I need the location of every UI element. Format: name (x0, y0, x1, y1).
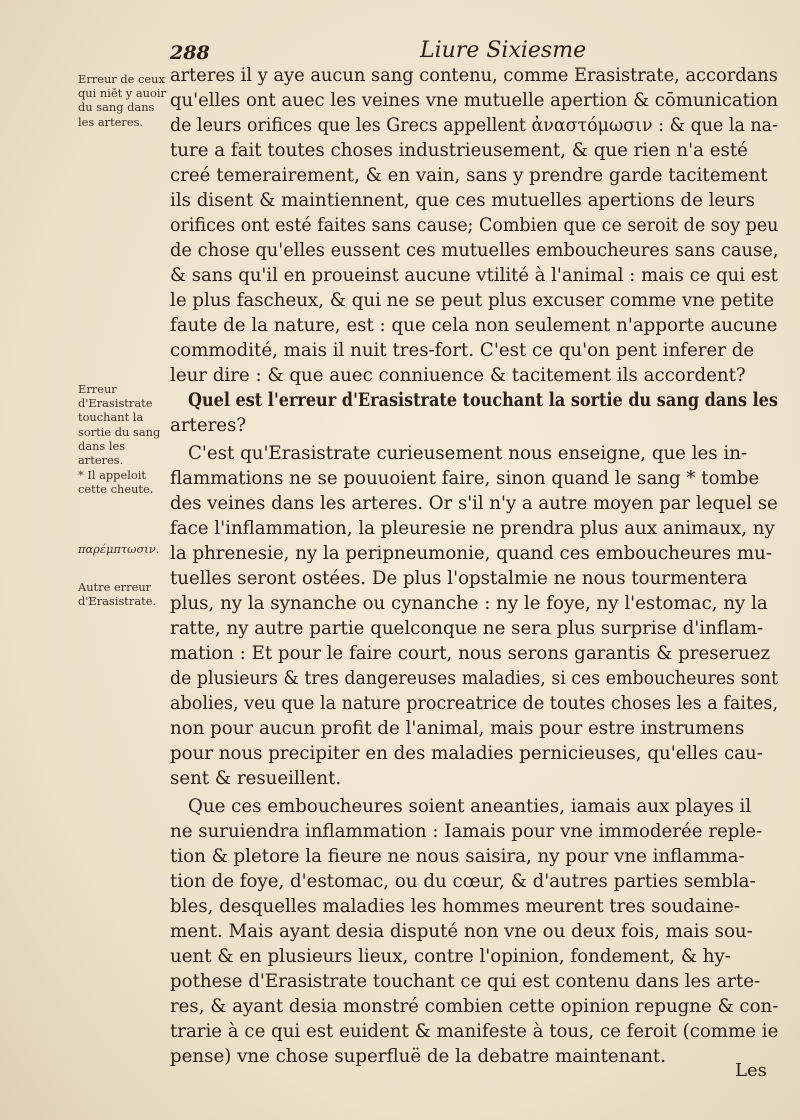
text-line: pense) vne chose superfluë de la debatre maintenant. (170, 1046, 667, 1067)
text-line: abolies, veu que la nature procreatrice de toutes choses les a faites, (170, 693, 779, 714)
text-line: ils disent & maintiennent, que ces mutuelles apertions de leurs (170, 190, 755, 211)
text-line: pour nous precipiter en des maladies pernicieuses, qu'elles cau- (170, 743, 763, 764)
running-title: Liure Sixiesme (420, 38, 587, 63)
text-line: commodité, mais il nuit tres-fort. C'est ce qu'on pent inferer de (170, 340, 755, 361)
text-line: sent & resueillent. (170, 768, 342, 789)
text-line: le plus fascheux, & qui ne se peut plus excuser comme vne petite (170, 290, 775, 311)
text-line: plus, ny la synanche ou cynanche : ny le foye, ny l'estomac, ny la (170, 593, 768, 614)
text-line: de plusieurs & tres dangereuses maladies, si ces emboucheures sont (170, 668, 779, 689)
text-line: tion de foye, d'estomac, ou du cœur, & d'autres parties sembla- (170, 871, 756, 892)
margin-note: Erreur de ceux qui niēt y auoir du sang dans les arteres. (78, 72, 166, 129)
text-line: mation : Et pour le faire court, nous serons garantis & preseruez (170, 643, 771, 664)
text-line: uent & en plusieurs lieux, contre l'opinion, fondement, & hy- (170, 946, 731, 967)
text-line: arteres? (170, 415, 247, 436)
text-line: pothese d'Erasistrate touchant ce qui est contenu dans les arte- (170, 971, 761, 992)
page-number: 288 (170, 42, 210, 64)
margin-note: Erreur d'Erasistrate touchant la sortie du sang dans les arteres. (78, 382, 161, 468)
text-line: res, & ayant desia monstré combien cette opinion repugne & con- (170, 996, 779, 1017)
margin-note: * Il appeloit cette cheute. (78, 468, 154, 497)
text-line: ne suruiendra inflammation : Iamais pour vne immoderée reple- (170, 821, 763, 842)
catchword: Les (735, 1060, 767, 1081)
text-line: ment. Mais ayant desia disputé non vne ou deux fois, mais sou- (170, 921, 753, 942)
margin-note: παρέμπτωσιν. (78, 542, 160, 556)
text-line: leur dire : & que auec conniuence & tacitement ils accordent? (170, 365, 746, 386)
text-line: C'est qu'Erasistrate curieusement nous enseigne, que les in- (188, 443, 748, 464)
text-line: de chose qu'elles eussent ces mutuelles emboucheures sans cause, (170, 240, 779, 261)
text-line: arteres il y aye aucun sang contenu, comme Erasistrate, accordans (170, 65, 778, 86)
text-line: la phrenesie, ny la peripneumonie, quand ces emboucheures mu- (170, 543, 772, 564)
question-heading: Quel est l'erreur d'Erasistrate touchant la sortie du sang dans les (188, 390, 778, 411)
text-line: des veines dans les arteres. Or s'il n'y a autre moyen par lequel se (170, 493, 778, 514)
text-line: orifices ont esté faites sans cause; Combien que ce seroit de soy peu (170, 215, 779, 236)
text-line: ture a fait toutes choses industrieusement, & que rien n'a esté (170, 140, 748, 161)
text-line: & sans qu'il en proueinst aucune vtilité à l'animal : mais ce qui est (170, 265, 778, 286)
text-line: non pour aucun profit de l'animal, mais pour estre instrumens (170, 718, 745, 739)
text-line: qu'elles ont auec les veines vne mutuelle apertion & cōmunication (170, 90, 779, 111)
text-line: trarie à ce qui est euident & manifeste à tous, ce feroit (comme ie (170, 1021, 779, 1042)
text-line: creé temerairement, & en vain, sans y prendre garde tacitement (170, 165, 768, 186)
text-line: ratte, ny autre partie quelconque ne sera plus surprise d'inflam- (170, 618, 764, 639)
text-line: de leurs orifices que les Grecs appellent ἀναστόμωσιν : & que la na- (170, 115, 778, 136)
text-line: Que ces emboucheures soient aneanties, iamais aux playes il (188, 796, 752, 817)
text-line: flammations ne se pouuoient faire, sinon quand le sang * tombe (170, 468, 760, 489)
text-line: tuelles seront ostées. De plus l'opstalmie ne nous tourmentera (170, 568, 748, 589)
text-line: tion & pletore la fieure ne nous saisira, ny pour vne inflamma- (170, 846, 745, 867)
text-line: bles, desquelles maladies les hommes meurent tres soudaine- (170, 896, 741, 917)
text-line: face l'inflammation, la pleuresie ne prendra plus aux animaux, ny (170, 518, 775, 539)
margin-note: Autre erreur d'Erasistrate. (78, 580, 157, 609)
text-line: faute de la nature, est : que cela non seulement n'apporte aucune (170, 315, 778, 336)
